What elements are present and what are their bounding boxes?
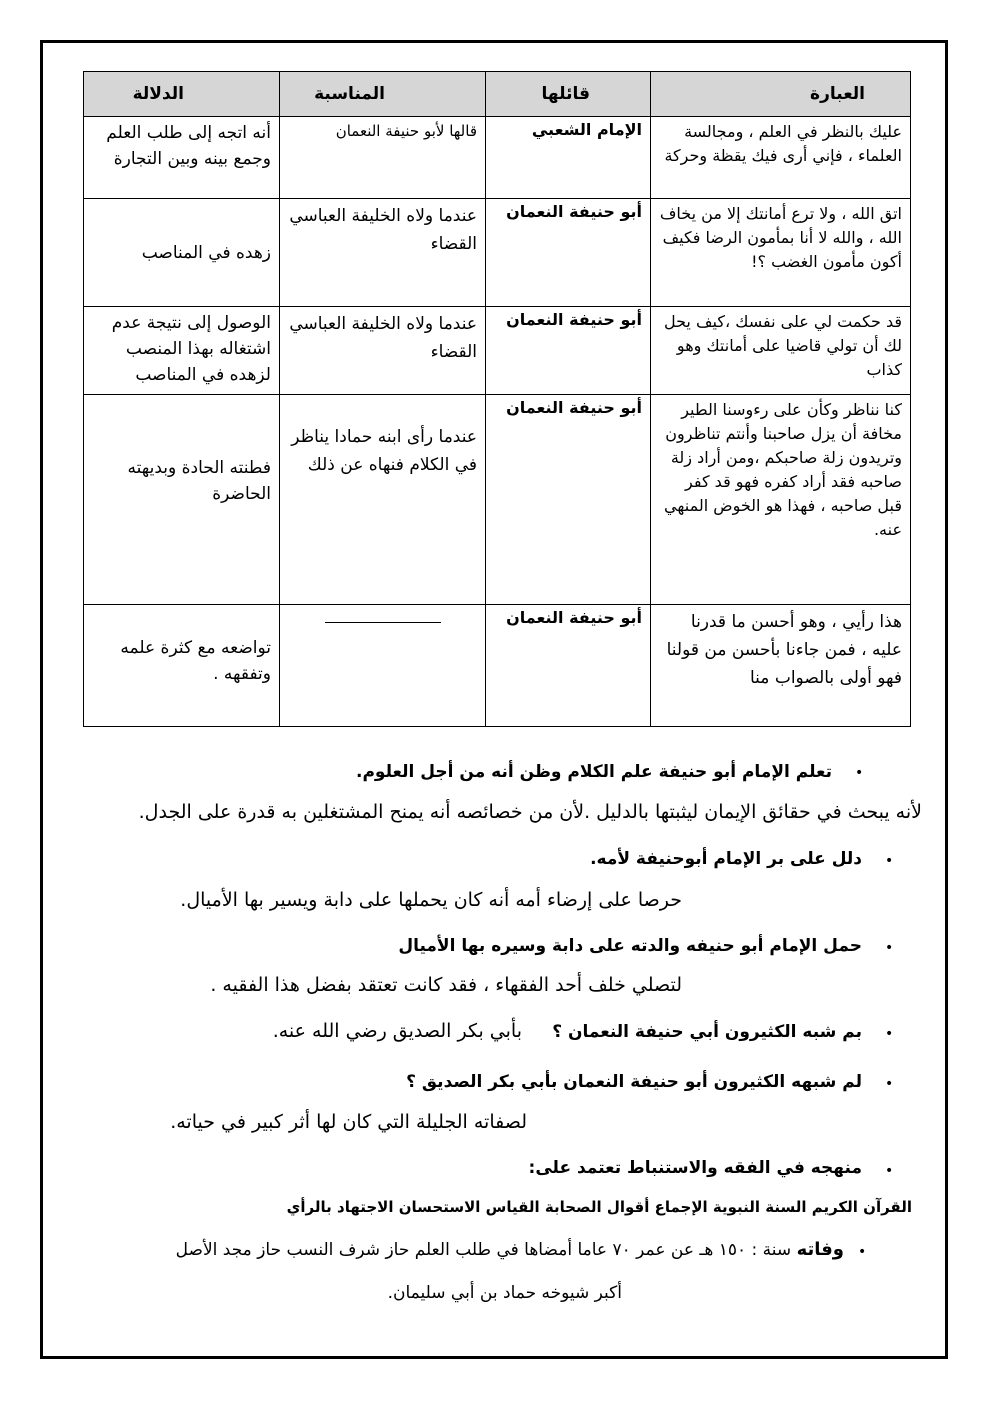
answer-6: القرآن الكريم السنة النبوية الإجماع أقوال الصحابة القياس الاستحسان الاجتهاد بالرأي	[286, 1198, 912, 1216]
table-row	[84, 307, 911, 395]
header-phrase: العبارة	[651, 72, 911, 117]
answer-5: لصفاته الجليلة التي كان لها أثر كبير في حياته.	[170, 1111, 527, 1133]
table-row	[84, 199, 911, 307]
death-label: وفاته	[796, 1239, 844, 1260]
bullet-icon: •	[885, 1163, 894, 1179]
phrase-cell: قد حكمت لي على نفسك ،كيف يحل لك أن تولي قاضيا على أمانتك وهو كذاب	[651, 307, 911, 395]
phrase-cell: عليك بالنظر في العلم ، ومجالسة العلماء ، فإني أرى فيك يقظة وحركة	[651, 117, 911, 199]
occasion-cell: عندما رأى ابنه حمادا يناظر في الكلام فنهاه عن ذلك	[280, 395, 486, 605]
significance-cell: الوصول إلى نتيجة عدم اشتغاله بهذا المنصب لزهده في المناصب	[84, 307, 280, 395]
bullet-icon: •	[885, 1026, 894, 1042]
bullet-icon: •	[885, 940, 894, 956]
speaker-cell: أبو حنيفة النعمان	[486, 199, 651, 307]
quotes-table	[83, 71, 911, 727]
significance-cell: فطنته الحادة وبديهته الحاضرة	[84, 395, 280, 605]
significance-cell: أنه اتجه إلى طلب العلم وجمع بينه وبين التجارة	[84, 117, 280, 199]
occasion-cell	[280, 605, 486, 727]
bullet-icon: •	[885, 853, 894, 869]
occasion-cell: قالها لأبو حنيفة النعمان	[280, 117, 486, 199]
table-row	[84, 605, 911, 727]
question-5: لم شبهه الكثيرون أبو حنيفة النعمان بأبي بكر الصديق ؟	[406, 1072, 862, 1092]
header-occasion: المناسبة	[280, 72, 486, 117]
bullet-icon: •	[855, 765, 864, 781]
death-line-2: أكبر شيوخه حماد بن أبي سليمان.	[387, 1283, 622, 1303]
answer-3: لتصلي خلف أحد الفقهاء ، فقد كانت تعتقد بفضل هذا الفقيه .	[210, 974, 682, 996]
question-3: حمل الإمام أبو حنيفه والدته على دابة وسيره بها الأميال	[398, 936, 862, 956]
question-1: تعلم الإمام أبو حنيفة علم الكلام وظن أنه من أجل العلوم.	[356, 762, 832, 782]
question-2: دلل على بر الإمام أبوحنيفة لأمه.	[590, 849, 862, 869]
header-speaker: قائلها	[486, 72, 651, 117]
bullet-icon: •	[885, 1076, 894, 1092]
speaker-cell: أبو حنيفة النعمان	[486, 605, 651, 727]
table-header-row	[84, 72, 911, 117]
occasion-cell: عندما ولاه الخليفة العباسي القضاء	[280, 199, 486, 307]
death-section	[176, 1239, 844, 1260]
death-line-1: سنة : ١٥٠ هـ عن عمر ٧٠ عاما أمضاها في طلب العلم حاز شرف النسب حاز مجد الأصل	[175, 1240, 792, 1260]
question-4: بم شبه الكثيرون أبي حنيفة النعمان ؟	[552, 1022, 862, 1042]
table-row	[84, 117, 911, 199]
speaker-cell: أبو حنيفة النعمان	[486, 307, 651, 395]
significance-cell: تواضعه مع كثرة علمه وتفقهه .	[84, 605, 280, 727]
answer-2: حرصا على إرضاء أمه أنه كان يحملها على دابة ويسير بها الأميال.	[180, 889, 682, 911]
occasion-cell: عندما ولاه الخليفة العباسي القضاء	[280, 307, 486, 395]
significance-cell: زهده في المناصب	[84, 199, 280, 307]
header-significance: الدلالة	[84, 72, 280, 117]
answer-4: بأبي بكر الصديق رضي الله عنه.	[272, 1020, 522, 1042]
empty-dash	[325, 621, 441, 623]
phrase-cell: اتق الله ، ولا ترع أمانتك إلا من يخاف الله ، والله لا أنا بمأمون الرضا فكيف أكون مأمون الغضب ؟!	[651, 199, 911, 307]
table-row	[84, 395, 911, 605]
speaker-cell: أبو حنيفة النعمان	[486, 395, 651, 605]
question-6: منهجه في الفقه والاستنباط تعتمد على:	[528, 1158, 862, 1178]
speaker-cell: الإمام الشعبي	[486, 117, 651, 199]
bullet-icon: •	[858, 1244, 867, 1260]
phrase-cell: كنا نناظر وكأن على رءوسنا الطير مخافة أن يزل صاحبنا وأنتم تناظرون وتريدون زلة صاحبكم ،ومن أراد زلة صاحبه فقد أراد كفره فهو قد كفر قبل صاحبه ، فهذا هو الخوض المنهي عنه.	[651, 395, 911, 605]
phrase-cell: هذا رأيي ، وهو أحسن ما قدرنا عليه ، فمن جاءنا بأحسن من قولنا فهو أولى بالصواب منا	[651, 605, 911, 727]
answer-1: لأنه يبحث في حقائق الإيمان ليثبتها بالدليل .لأن من خصائصه أنه يمنح المشتغلين به قدرة على الجدل.	[138, 801, 922, 823]
